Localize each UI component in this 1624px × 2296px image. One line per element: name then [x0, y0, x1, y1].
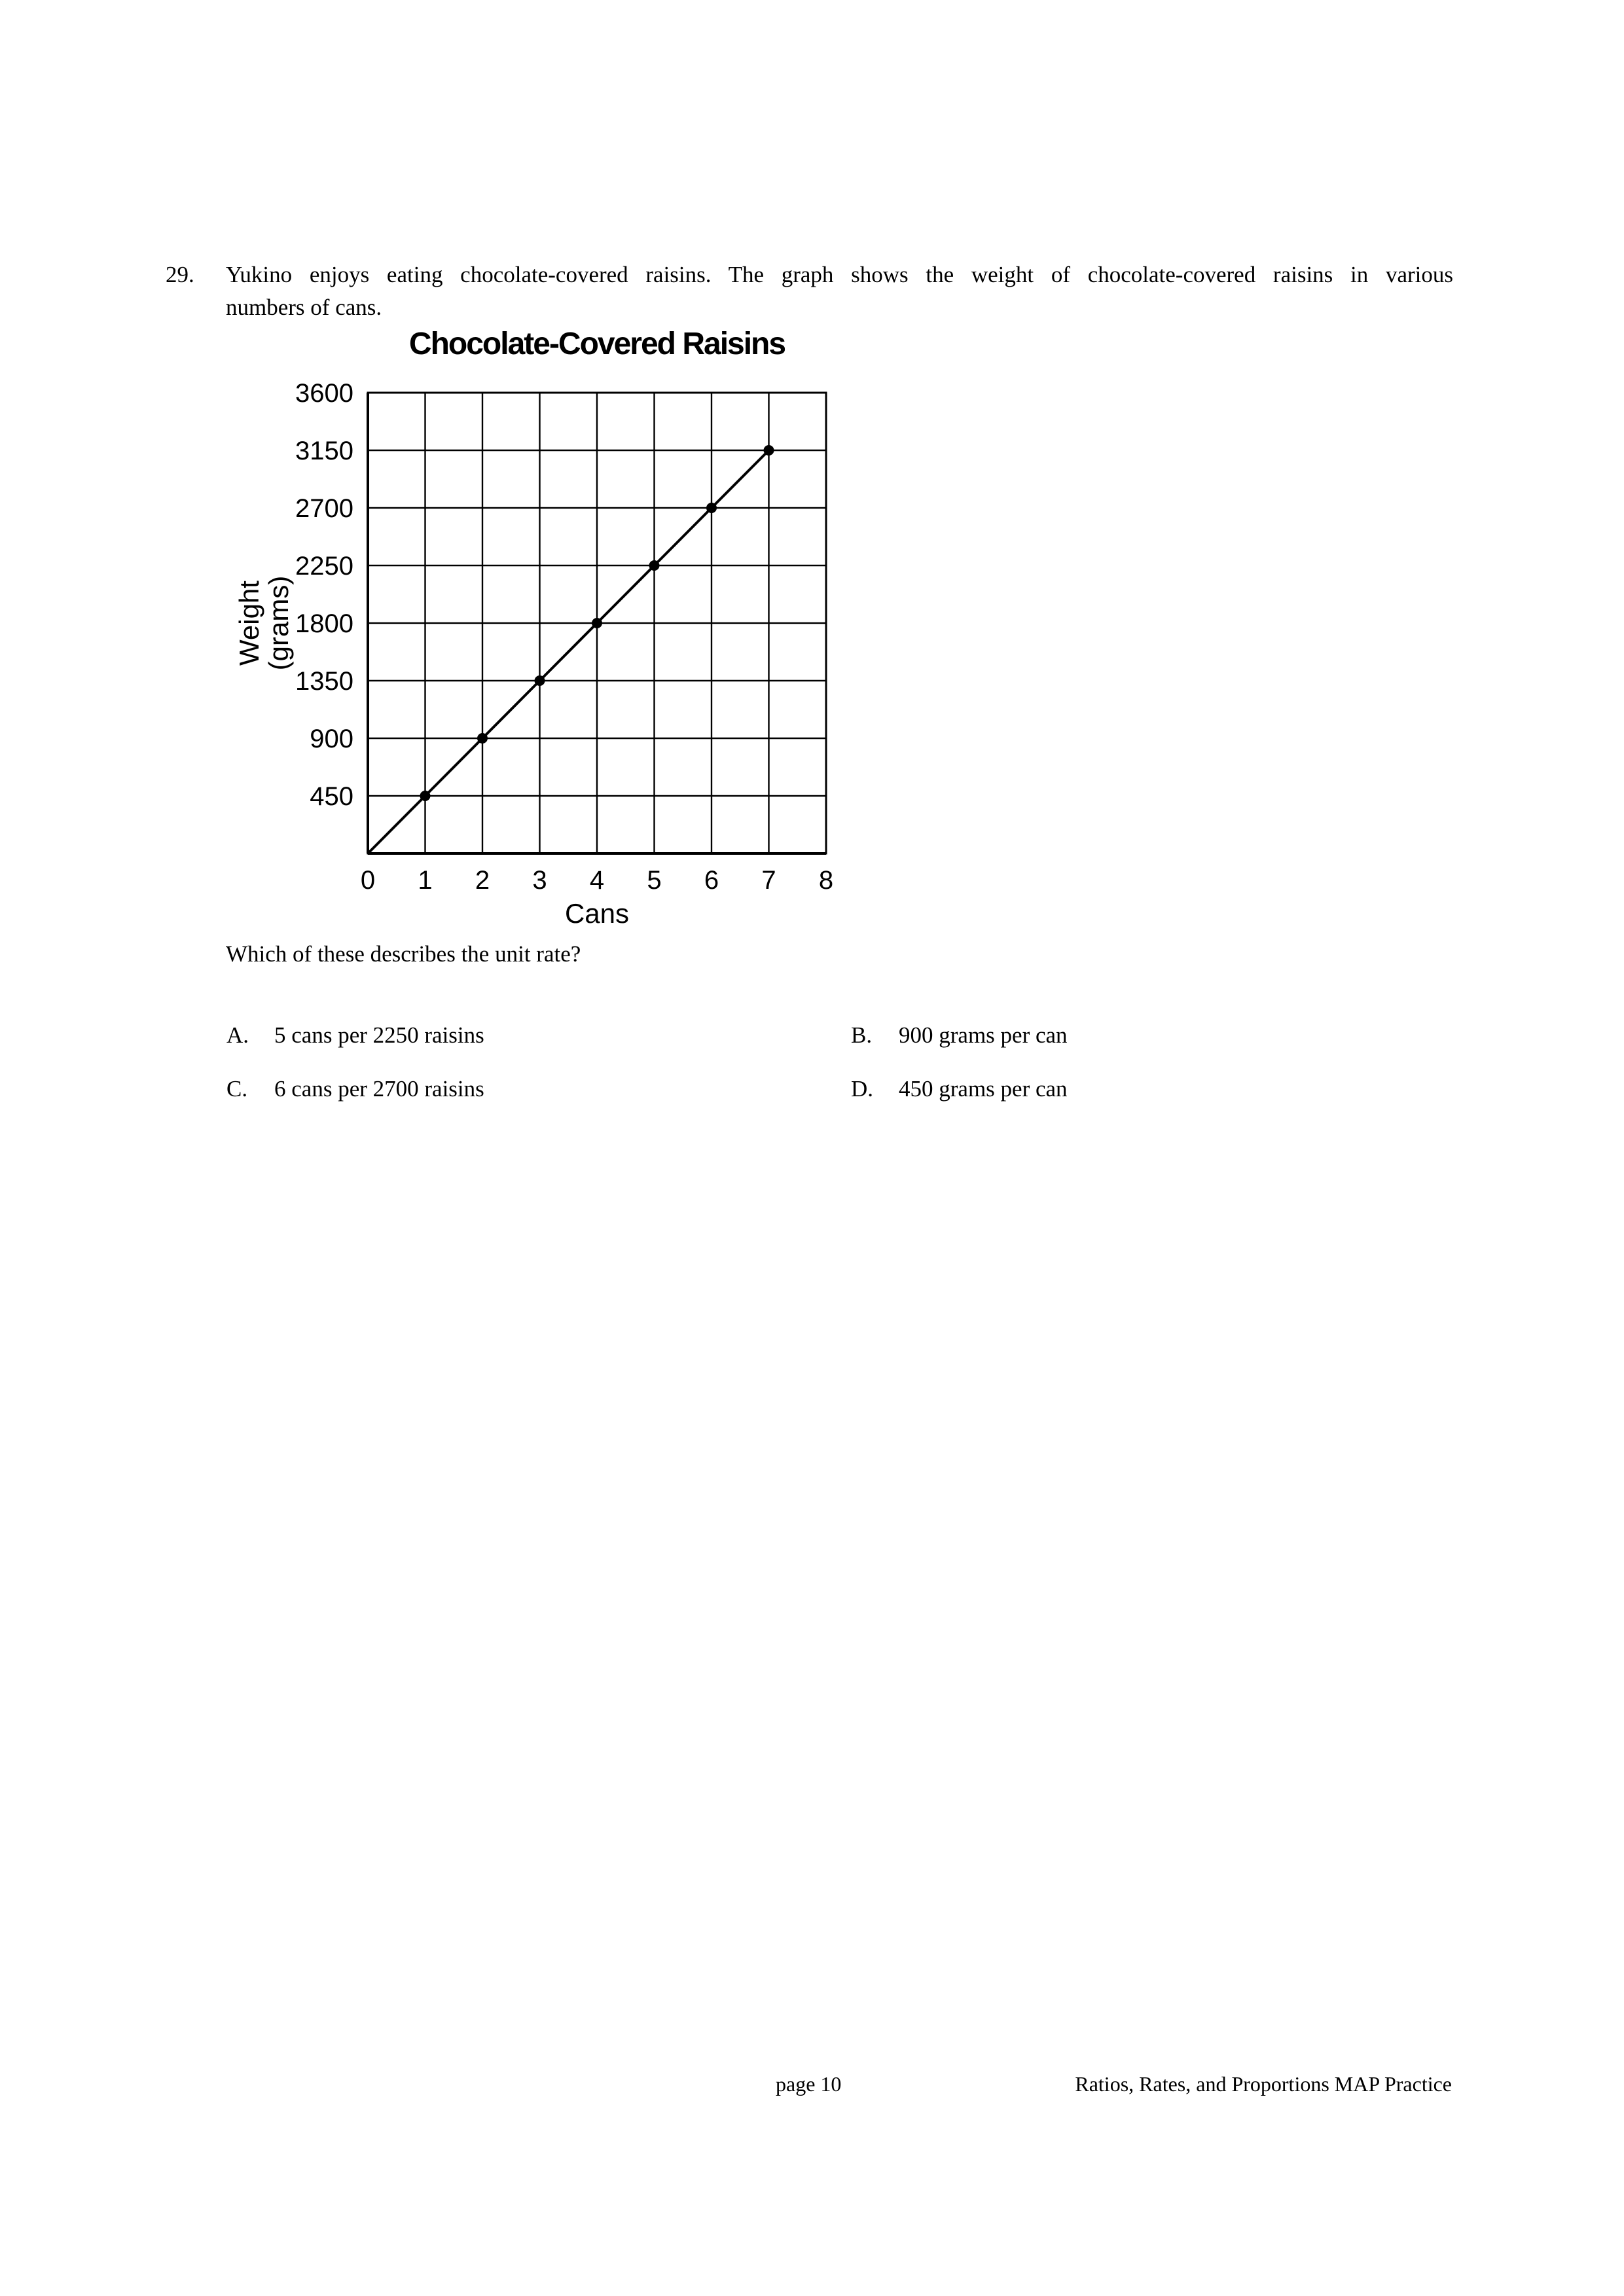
data-point [477, 733, 488, 744]
option-d-letter: D. [851, 1076, 874, 1102]
answer-option-a [226, 1021, 484, 1050]
data-point [420, 791, 431, 801]
y-axis-tick-label: 3600 [295, 379, 353, 408]
question-text [226, 259, 1453, 324]
option-d-text: 450 grams per can [899, 1076, 1068, 1102]
answer-option-d [851, 1075, 1068, 1103]
option-c-letter: C. [226, 1076, 248, 1102]
option-c-text: 6 cans per 2700 raisins [274, 1076, 484, 1102]
x-axis-tick-label: 5 [647, 866, 662, 895]
y-axis-tick-label: 2700 [295, 494, 353, 523]
question-prompt: Which of these describes the unit rate? [226, 941, 581, 967]
question-number: 29. [166, 262, 194, 287]
x-axis-label: Cans [564, 898, 630, 929]
question-block [166, 259, 1453, 324]
footer-document-title: Ratios, Rates, and Proportions MAP Practice [1075, 2072, 1452, 2096]
line-chart [196, 367, 884, 956]
option-b-letter: B. [851, 1022, 873, 1048]
y-axis-tick-label: 1350 [295, 667, 353, 696]
y-axis-tick-label: 900 [310, 725, 353, 753]
x-axis-tick-label: 2 [475, 866, 490, 895]
x-axis-tick-label: 8 [818, 866, 834, 895]
option-b-text: 900 grams per can [899, 1022, 1068, 1048]
y-axis-tick-label: 1800 [295, 609, 353, 638]
x-axis-tick-label: 1 [418, 866, 433, 895]
question-text-line-2: numbers of cans. [226, 295, 382, 320]
footer-page-number: page 10 [776, 2072, 842, 2096]
y-axis-tick-label: 450 [310, 782, 353, 811]
option-a-letter: A. [226, 1022, 249, 1048]
y-axis-tick-label: 3150 [295, 437, 353, 465]
x-axis-tick-label: 4 [589, 866, 605, 895]
x-axis-tick-label: 6 [704, 866, 719, 895]
data-point [592, 618, 602, 628]
question-text-line-1: Yukino enjoys eating chocolate-covered raisins. The graph shows the weight of chocolate-covered raisins in various [226, 262, 1453, 287]
data-point [706, 503, 717, 513]
y-axis-label: Weight [234, 581, 264, 666]
y-axis-label: (grams) [263, 575, 294, 671]
data-point [649, 560, 660, 571]
y-axis-tick-label: 2250 [295, 552, 353, 581]
x-axis-tick-label: 3 [532, 866, 547, 895]
option-a-text: 5 cans per 2250 raisins [274, 1022, 484, 1048]
answer-option-c [226, 1075, 484, 1103]
answer-option-b [851, 1021, 1068, 1050]
data-point [535, 675, 545, 686]
x-axis-tick-label: 0 [360, 866, 376, 895]
x-axis-tick-label: 7 [761, 866, 776, 895]
chart-title: Chocolate-Covered Raisins [408, 327, 785, 361]
data-point [764, 445, 774, 456]
